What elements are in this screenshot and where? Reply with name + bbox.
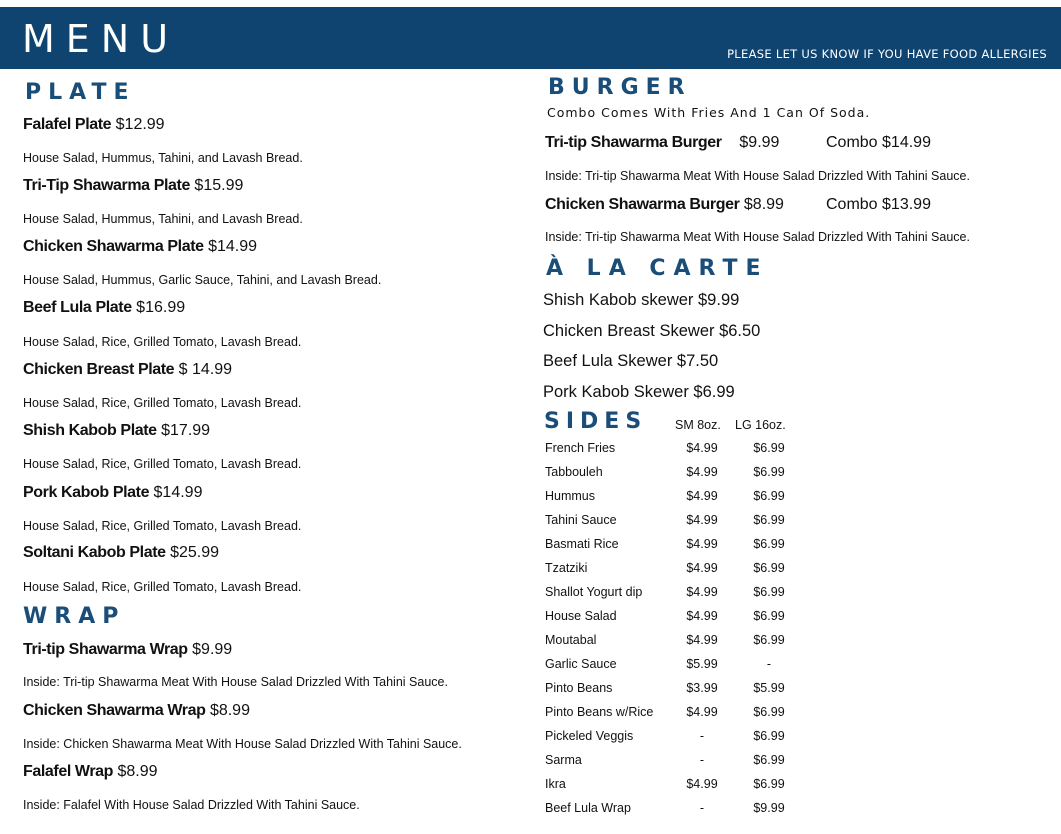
section-title-plate: PLATE: [25, 80, 136, 105]
side-price-large: $6.99: [753, 753, 785, 767]
side-name: Basmati Rice: [545, 537, 619, 551]
alacarte-item: Shish Kabob skewer $9.99: [543, 291, 740, 309]
wrap-item-name: Chicken Shawarma Wrap $8.99: [23, 702, 250, 719]
plate-item-name: Beef Lula Plate $16.99: [23, 299, 186, 316]
plate-item-desc: House Salad, Hummus, Tahini, and Lavash Bread.: [23, 151, 303, 165]
side-price-small: $4.99: [686, 777, 718, 791]
side-price-small: $4.99: [686, 705, 718, 719]
sides-row: [545, 679, 845, 703]
side-name: Tahini Sauce: [545, 513, 617, 527]
side-price-large: $6.99: [753, 633, 785, 647]
burger-combo-price: Combo $13.99: [826, 196, 931, 213]
side-name: Hummus: [545, 489, 596, 503]
sides-col-large: LG 16oz.: [735, 418, 786, 432]
burger-item-line: Tri-tip Shawarma Burger $9.99 Combo $14.99: [545, 134, 931, 151]
section-title-wrap: WRAP: [23, 604, 126, 629]
side-name: Shallot Yogurt dip: [545, 585, 643, 599]
wrap-item-desc: Inside: Tri-tip Shawarma Meat With House Salad Drizzled With Tahini Sauce.: [23, 675, 448, 689]
side-price-small: $4.99: [686, 633, 718, 647]
side-name: French Fries: [545, 441, 616, 455]
side-price-small: $3.99: [686, 681, 718, 695]
side-price-large: $6.99: [753, 513, 785, 527]
sides-row: [545, 511, 845, 535]
plate-item-desc: House Salad, Rice, Grilled Tomato, Lavash Bread.: [23, 580, 302, 594]
plate-item-name: Chicken Shawarma Plate $14.99: [23, 238, 258, 255]
side-price-large: $6.99: [753, 561, 785, 575]
side-price-small: $4.99: [686, 609, 718, 623]
side-name: Beef Lula Wrap: [545, 801, 631, 815]
plate-item-desc: House Salad, Rice, Grilled Tomato, Lavash Bread.: [23, 335, 302, 349]
sides-row: [545, 751, 845, 775]
side-price-small: $4.99: [686, 513, 718, 527]
side-price-small: $4.99: [686, 465, 718, 479]
sides-row: [545, 727, 845, 751]
wrap-item-name: Tri-tip Shawarma Wrap $9.99: [23, 641, 233, 658]
side-price-small: -: [699, 801, 705, 815]
side-price-small: $4.99: [686, 561, 718, 575]
side-price-small: -: [699, 729, 705, 743]
plate-item-desc: House Salad, Rice, Grilled Tomato, Lavash Bread.: [23, 519, 302, 533]
burger-combo-note: Combo Comes With Fries And 1 Can Of Soda.: [547, 105, 871, 120]
sides-row: [545, 439, 845, 463]
side-price-large: $5.99: [753, 681, 785, 695]
side-name: Garlic Sauce: [545, 657, 617, 671]
menu-title: MENU: [22, 17, 180, 61]
wrap-item-desc: Inside: Falafel With House Salad Drizzled With Tahini Sauce.: [23, 798, 360, 812]
side-price-large: $6.99: [753, 537, 785, 551]
plate-item-name: Pork Kabob Plate $14.99: [23, 484, 203, 501]
side-price-large: $6.99: [753, 441, 785, 455]
side-price-small: $4.99: [686, 489, 718, 503]
side-price-large: $6.99: [753, 729, 785, 743]
plate-item-name: Soltani Kabob Plate $25.99: [23, 544, 220, 561]
side-name: Pinto Beans: [545, 681, 613, 695]
burger-item-line: Chicken Shawarma Burger $8.99 Combo $13.99: [545, 196, 931, 213]
side-price-large: -: [766, 657, 772, 671]
side-name: Tabbouleh: [545, 465, 603, 479]
burger-item-desc: Inside: Tri-tip Shawarma Meat With House Salad Drizzled With Tahini Sauce.: [545, 230, 970, 244]
sides-row: [545, 703, 845, 727]
side-price-large: $6.99: [753, 777, 785, 791]
side-name: Pickeled Veggis: [545, 729, 634, 743]
side-price-small: $4.99: [686, 537, 718, 551]
side-price-large: $6.99: [753, 489, 785, 503]
sides-row: [545, 559, 845, 583]
section-title-alacarte: À LA CARTE: [546, 256, 769, 281]
sides-row: [545, 463, 845, 487]
section-title-burger: BURGER: [548, 75, 692, 100]
sides-row: [545, 775, 845, 799]
burger-item-desc: Inside: Tri-tip Shawarma Meat With House Salad Drizzled With Tahini Sauce.: [545, 169, 970, 183]
side-price-large: $6.99: [753, 585, 785, 599]
side-price-small: -: [699, 753, 705, 767]
sides-row: [545, 655, 845, 679]
side-price-large: $6.99: [753, 609, 785, 623]
burger-combo-price: Combo $14.99: [826, 134, 931, 151]
alacarte-item: Beef Lula Skewer $7.50: [543, 352, 719, 370]
side-name: Pinto Beans w/Rice: [545, 705, 654, 719]
plate-item-desc: House Salad, Hummus, Tahini, and Lavash Bread.: [23, 212, 303, 226]
menu-header-bar: [0, 7, 1061, 69]
alacarte-item: Pork Kabob Skewer $6.99: [543, 383, 735, 401]
plate-item-name: Tri-Tip Shawarma Plate $15.99: [23, 177, 244, 194]
plate-item-name: Shish Kabob Plate $17.99: [23, 422, 211, 439]
side-name: House Salad: [545, 609, 617, 623]
plate-item-desc: House Salad, Hummus, Garlic Sauce, Tahini, and Lavash Bread.: [23, 273, 382, 287]
wrap-item-desc: Inside: Chicken Shawarma Meat With House Salad Drizzled With Tahini Sauce.: [23, 737, 462, 751]
side-price-large: $6.99: [753, 705, 785, 719]
plate-item-name: Chicken Breast Plate $ 14.99: [23, 361, 233, 378]
sides-row: [545, 487, 845, 511]
side-price-large: $6.99: [753, 465, 785, 479]
sides-row: [545, 799, 845, 823]
side-price-small: $4.99: [686, 441, 718, 455]
plate-item-desc: House Salad, Rice, Grilled Tomato, Lavash Bread.: [23, 457, 302, 471]
side-price-small: $4.99: [686, 585, 718, 599]
section-title-sides: SIDES: [544, 409, 648, 434]
sides-row: [545, 631, 845, 655]
top-margin: [0, 0, 1061, 7]
plate-item-name: Falafel Plate $12.99: [23, 116, 165, 133]
alacarte-item: Chicken Breast Skewer $6.50: [543, 322, 761, 340]
sides-col-small: SM 8oz.: [675, 418, 721, 432]
sides-row: [545, 607, 845, 631]
side-name: Tzatziki: [545, 561, 588, 575]
side-price-large: $9.99: [753, 801, 785, 815]
sides-row: [545, 535, 845, 559]
side-name: Moutabal: [545, 633, 597, 647]
plate-item-desc: House Salad, Rice, Grilled Tomato, Lavash Bread.: [23, 396, 302, 410]
wrap-item-name: Falafel Wrap $8.99: [23, 763, 158, 780]
allergy-notice: PLEASE LET US KNOW IF YOU HAVE FOOD ALLERGIES: [727, 47, 1047, 61]
side-name: Ikra: [545, 777, 566, 791]
side-price-small: $5.99: [686, 657, 718, 671]
side-name: Sarma: [545, 753, 582, 767]
sides-row: [545, 583, 845, 607]
